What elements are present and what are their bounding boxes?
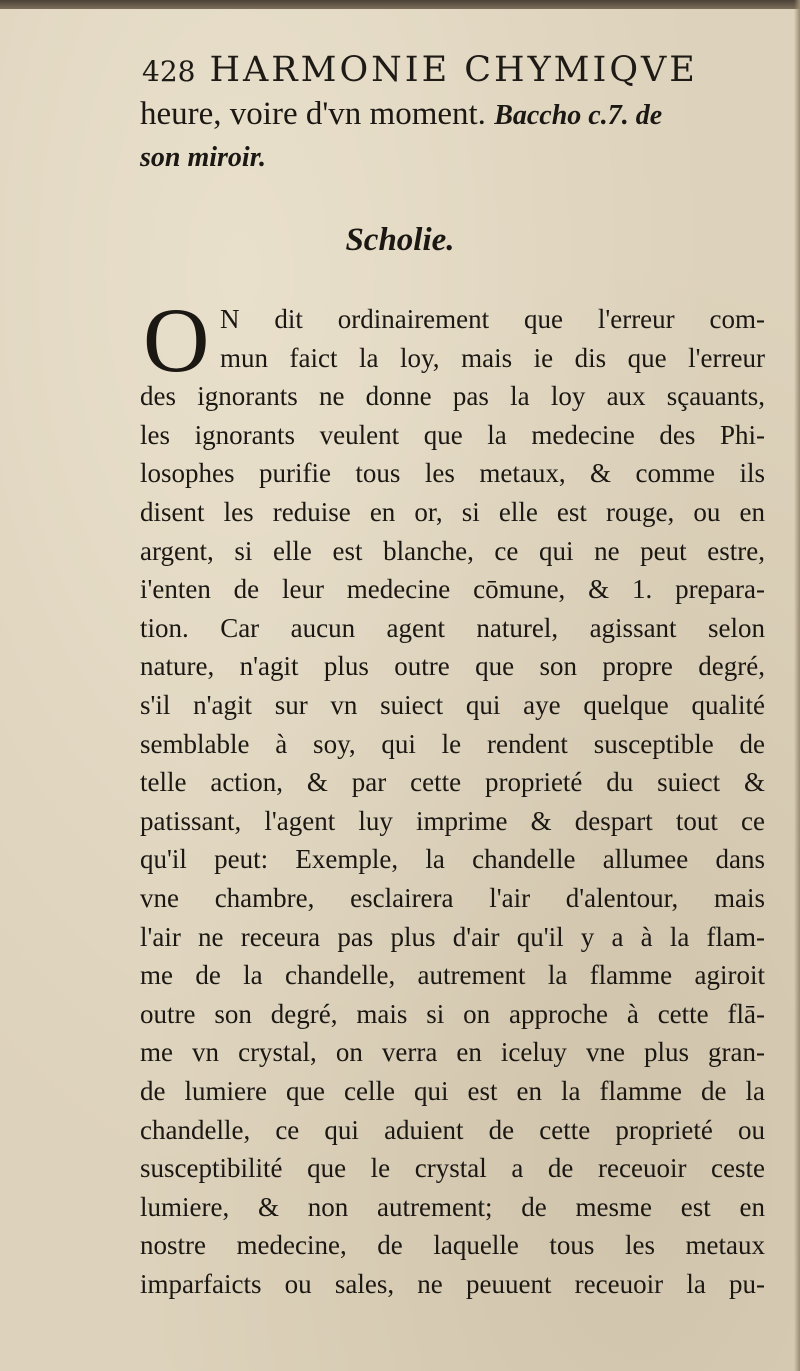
text-line: patissant, l'agent luy imprime & despart tout ce (140, 805, 765, 836)
marginal-reference: Baccho c.7. de (494, 100, 663, 131)
section-heading: Scholie. (345, 222, 455, 258)
drop-cap: O (143, 289, 210, 391)
text-line: chandelle, ce qui aduient de cette proprieté ou (140, 1114, 765, 1145)
text-line: mun faict la loy, mais ie dis que l'erreur (220, 342, 765, 373)
page-top-edge (0, 0, 800, 9)
opening-line-2 (140, 138, 266, 178)
text-line: l'air ne receura pas plus d'air qu'il y a à la flam- (140, 921, 765, 952)
text-line: les ignorants veulent que la medecine des Phi- (140, 419, 765, 450)
text-line: lumiere, & non autrement; de mesme est en (140, 1191, 765, 1222)
opening-text: heure, voire d'vn moment. (140, 96, 486, 132)
text-line: tion. Car aucun agent naturel, agissant selon (140, 612, 765, 643)
text-line: argent, si elle est blanche, ce qui ne peut estre, (140, 535, 765, 566)
text-line: imparfaicts ou sales, ne peuuent receuoir la pu- (140, 1269, 765, 1299)
text-line: s'il n'agit sur vn suiect qui aye quelque qualité (140, 690, 765, 720)
text-line: losophes purifie tous les metaux, & comme ils (140, 458, 765, 489)
running-head (142, 50, 762, 98)
text-line: qu'il peut: Exemple, la chandelle allumee dans (140, 844, 765, 875)
text-line: disent les reduise en or, si elle est rouge, ou en (140, 497, 765, 527)
text-line: nostre medecine, de laquelle tous les metaux (140, 1230, 765, 1261)
text-line: semblable à soy, qui le rendent susceptible de (140, 728, 765, 759)
text-line: nature, n'agit plus outre que son propre degré, (140, 651, 765, 682)
text-line: de lumiere que celle qui est en la flamme de la (140, 1076, 765, 1106)
running-title: HARMONIE CHYMIQVE (209, 50, 698, 90)
text-line: i'enten de leur medecine cōmune, & 1. prepara- (140, 574, 765, 605)
marginal-reference-cont: son miroir. (140, 142, 267, 173)
text-line: outre son degré, mais si on approche à cette flā- (140, 998, 765, 1029)
page-number: 428 (142, 55, 196, 88)
opening-line-1 (140, 96, 662, 136)
text-line: me vn crystal, on verra en iceluy vne plus gran- (140, 1037, 765, 1068)
text-line: vne chambre, esclairera l'air d'alentour, mais (140, 883, 765, 913)
text-line: des ignorants ne donne pas la loy aux sçauants, (140, 381, 765, 412)
text-line: susceptibilité que le crystal a de receuoir ceste (140, 1153, 765, 1184)
page-right-edge (794, 0, 800, 1371)
text-line: N dit ordinairement que l'erreur com- (220, 304, 765, 334)
text-line: me de la chandelle, autrement la flamme agiroit (140, 960, 765, 991)
text-line: telle action, & par cette proprieté du suiect & (140, 767, 765, 798)
